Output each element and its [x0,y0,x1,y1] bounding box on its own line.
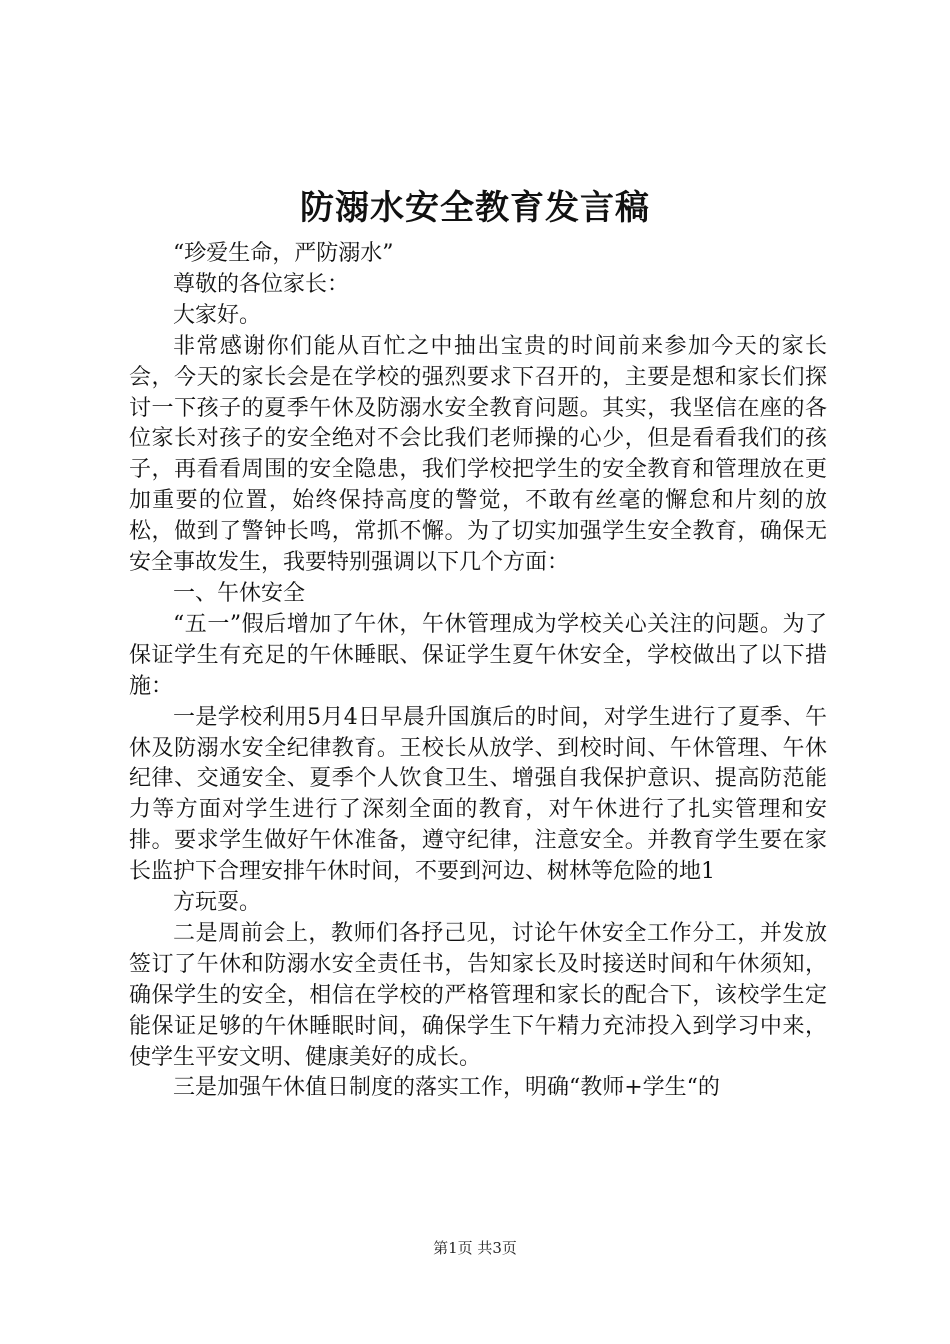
document-body [129,239,827,1104]
body-paragraph: 一是学校利用5月4日早晨升国旗后的时间，对学生进行了夏季、午休及防溺水安全纪律教育。王校长从放学、到校时间、午休管理、午休纪律、交通安全、夏季个人饮食卫生、增强自我保护意识、提高防范能力等方面对学生进行了深刻全面的教育，对午休进行了扎实管理和安排。要求学生做好午休准备，遵守纪律，注意安全。并教育学生要在家长监护下合理安排午休时间，不要到河边、树林等危险的地1 [129,704,827,885]
greeting-paragraph: 大家好。 [173,302,262,328]
body-paragraph: 三是加强午休值日制度的落实工作，明确“教师+学生“的 [173,1075,720,1101]
section-heading: 一、午休安全 [173,580,306,606]
salutation-paragraph: 尊敬的各位家长： [173,271,350,297]
body-paragraph: “五一”假后增加了午休，午休管理成为学校关心关注的问题。为了保证学生有充足的午休睡眠、保证学生夏午休安全，学校做出了以下措施： [129,611,827,699]
document-title: 防溺水安全教育发言稿 [300,188,650,228]
body-paragraph: 二是周前会上，教师们各抒己见，讨论午休安全工作分工，并发放签订了午休和防溺水安全责任书，告知家长及时接送时间和午休须知，确保学生的安全，相信在学校的严格管理和家长的配合下，该校学生定能保证足够的午休睡眠时间，确保学生下午精力充沛投入到学习中来，使学生平安文明、健康美好的成长。 [129,920,827,1070]
page-footer: 第1页 共3页 [433,1239,517,1257]
slogan-paragraph: “珍爱生命，严防溺水” [173,241,394,266]
body-paragraph: 方玩耍。 [173,890,262,916]
intro-paragraph: 非常感谢你们能从百忙之中抽出宝贵的时间前来参加今天的家长会，今天的家长会是在学校的强烈要求下召开的，主要是想和家长们探讨一下孩子的夏季午休及防溺水安全教育问题。其实，我坚信在座的各位家长对孩子的安全绝对不会比我们老师操的心少，但是看看我们的孩子，再看看周围的安全隐患，我们学校把学生的安全教育和管理放在更加重要的位置，始终保持高度的警觉，不敢有丝毫的懈怠和片刻的放松，做到了警钟长鸣，常抓不懈。为了切实加强学生安全教育，确保无安全事故发生，我要特别强调以下几个方面： [129,333,827,576]
